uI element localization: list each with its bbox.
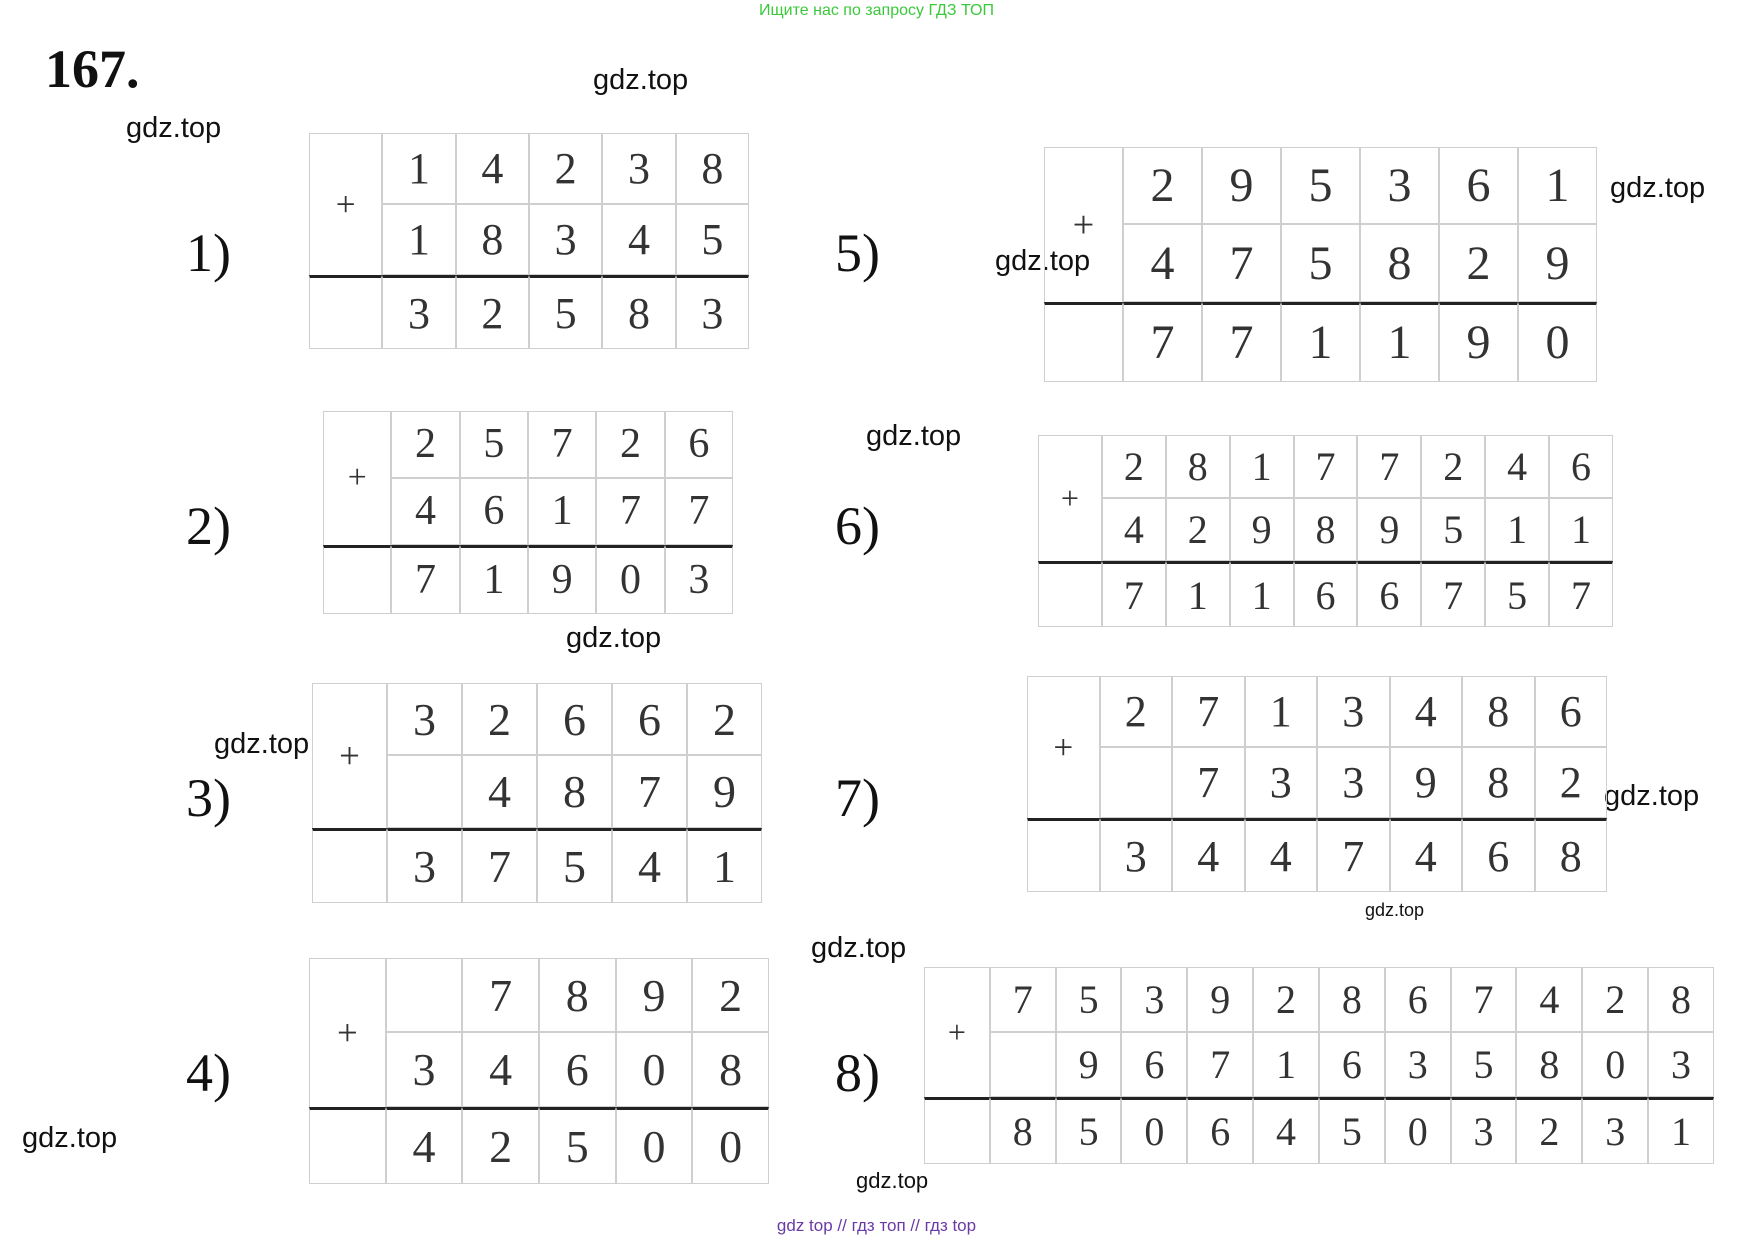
- sum-digit: 1: [460, 545, 528, 614]
- sum-digit: 2: [1516, 1097, 1582, 1164]
- sum-digit: 2: [456, 275, 529, 349]
- addend-digit: 7: [1357, 435, 1421, 498]
- sum-digit: 5: [537, 828, 612, 903]
- sum-digit: 4: [1253, 1097, 1319, 1164]
- task-number: 167.: [45, 39, 140, 99]
- addend-digit: 2: [1123, 147, 1202, 224]
- addend-digit: 6: [1549, 435, 1613, 498]
- sum-digit: 4: [1245, 818, 1318, 892]
- addend-digit: 9: [1357, 498, 1421, 561]
- plus-sign: +: [1044, 147, 1123, 302]
- addend-digit: 3: [1121, 967, 1187, 1032]
- addend-digit: 8: [1648, 967, 1714, 1032]
- addend-digit: 7: [596, 478, 664, 545]
- addend-digit: 1: [382, 204, 455, 275]
- addend-digit: 1: [382, 133, 455, 204]
- addend-digit: 9: [616, 958, 693, 1032]
- sum-digit: 3: [382, 275, 455, 349]
- addend-digit: 7: [1294, 435, 1358, 498]
- addend-digit: 2: [391, 411, 459, 478]
- sum-digit: 3: [1451, 1097, 1517, 1164]
- sum-digit: 0: [1385, 1097, 1451, 1164]
- watermark: gdz.top: [22, 1122, 118, 1154]
- watermark: gdz.top: [593, 64, 689, 96]
- addition-grid-8: [924, 967, 1714, 1164]
- addend-digit: 1: [1253, 1032, 1319, 1097]
- addend-digit: 4: [602, 204, 675, 275]
- addend-digit: 8: [1516, 1032, 1582, 1097]
- addend-digit: 7: [612, 755, 687, 827]
- sum-digit: 7: [1421, 561, 1485, 627]
- plus-sign: +: [312, 683, 387, 828]
- addend-digit: 5: [1056, 967, 1122, 1032]
- addend-digit: 1: [1485, 498, 1549, 561]
- addend-digit: 5: [460, 411, 528, 478]
- sum-digit: 5: [1485, 561, 1549, 627]
- sum-digit: 8: [602, 275, 675, 349]
- addend-digit: 3: [1317, 747, 1390, 818]
- addend-digit: 6: [460, 478, 528, 545]
- plus-sign: +: [309, 133, 382, 275]
- sum-digit: 3: [1100, 818, 1173, 892]
- addend-digit: 3: [1385, 1032, 1451, 1097]
- sum-digit: 5: [529, 275, 602, 349]
- sum-digit: 5: [1319, 1097, 1385, 1164]
- addend-digit: 2: [1439, 224, 1518, 301]
- addend-digit: 5: [1421, 498, 1485, 561]
- sum-digit: 9: [1439, 302, 1518, 382]
- addend-digit: [387, 755, 462, 827]
- addend-digit: 8: [539, 958, 616, 1032]
- empty-cell: [1038, 561, 1102, 627]
- addend-digit: 3: [1245, 747, 1318, 818]
- watermark: gdz.top: [856, 1168, 929, 1193]
- addend-digit: 4: [1516, 967, 1582, 1032]
- addend-digit: 5: [1281, 147, 1360, 224]
- watermark: gdz.top: [566, 622, 662, 654]
- addend-digit: 8: [537, 755, 612, 827]
- addend-digit: 8: [1294, 498, 1358, 561]
- problem-label-4: 4): [186, 1043, 231, 1103]
- watermark: gdz.top: [214, 728, 310, 760]
- addend-digit: 4: [1123, 224, 1202, 301]
- sum-digit: 4: [1172, 818, 1245, 892]
- watermark: gdz.top: [1610, 172, 1706, 204]
- sum-digit: 7: [1317, 818, 1390, 892]
- addend-digit: 4: [1485, 435, 1549, 498]
- sum-digit: 4: [386, 1107, 463, 1184]
- sum-digit: 1: [687, 828, 762, 903]
- sum-digit: 0: [616, 1107, 693, 1184]
- plus-sign: +: [309, 958, 386, 1107]
- sum-digit: 9: [528, 545, 596, 614]
- addend-digit: 8: [1319, 967, 1385, 1032]
- problem-label-2: 2): [186, 496, 231, 556]
- addend-digit: 7: [528, 411, 596, 478]
- addend-digit: [1100, 747, 1173, 818]
- addend-digit: [990, 1032, 1056, 1097]
- addend-digit: 0: [616, 1032, 693, 1106]
- empty-cell: [309, 275, 382, 349]
- addend-digit: 2: [692, 958, 769, 1032]
- addend-digit: 7: [1202, 224, 1281, 301]
- addend-digit: 4: [1390, 676, 1463, 747]
- addend-digit: 9: [687, 755, 762, 827]
- addition-grid-6: [1038, 435, 1613, 627]
- sum-digit: 3: [387, 828, 462, 903]
- sum-digit: 7: [462, 828, 537, 903]
- addend-digit: 1: [1549, 498, 1613, 561]
- addend-digit: 8: [1462, 747, 1535, 818]
- addend-digit: 2: [687, 683, 762, 755]
- sum-digit: 0: [1518, 302, 1597, 382]
- sum-digit: 3: [1582, 1097, 1648, 1164]
- addend-digit: 3: [1360, 147, 1439, 224]
- empty-cell: [309, 1107, 386, 1184]
- addition-grid-4: [309, 958, 769, 1184]
- sum-digit: 8: [1535, 818, 1608, 892]
- addend-digit: 1: [1230, 435, 1294, 498]
- addend-digit: 7: [1451, 967, 1517, 1032]
- problem-label-1: 1): [186, 223, 231, 283]
- addend-digit: 0: [1582, 1032, 1648, 1097]
- addend-digit: [386, 958, 463, 1032]
- addend-digit: 4: [456, 133, 529, 204]
- sum-digit: 1: [1281, 302, 1360, 382]
- addend-digit: 4: [462, 755, 537, 827]
- sum-digit: 1: [1360, 302, 1439, 382]
- addend-digit: 8: [1462, 676, 1535, 747]
- plus-sign: +: [924, 967, 990, 1097]
- sum-digit: 7: [1549, 561, 1613, 627]
- addend-digit: 2: [596, 411, 664, 478]
- addend-digit: 2: [462, 683, 537, 755]
- addition-grid-5: [1044, 147, 1597, 382]
- sum-digit: 0: [596, 545, 664, 614]
- plus-sign: +: [1027, 676, 1100, 818]
- addend-digit: 3: [602, 133, 675, 204]
- addend-digit: 1: [1518, 147, 1597, 224]
- addend-digit: 4: [391, 478, 459, 545]
- empty-cell: [323, 545, 391, 614]
- addition-grid-7: [1027, 676, 1607, 892]
- sum-digit: 3: [676, 275, 749, 349]
- addend-digit: 8: [456, 204, 529, 275]
- addend-digit: 7: [1187, 1032, 1253, 1097]
- addend-digit: 9: [1187, 967, 1253, 1032]
- addend-digit: 6: [1535, 676, 1608, 747]
- sum-digit: 8: [990, 1097, 1056, 1164]
- sum-digit: 7: [391, 545, 459, 614]
- addend-digit: 2: [529, 133, 602, 204]
- problem-label-6: 6): [835, 496, 880, 556]
- addend-digit: 8: [1166, 435, 1230, 498]
- addend-digit: 2: [1535, 747, 1608, 818]
- addend-digit: 8: [1360, 224, 1439, 301]
- sum-digit: 1: [1230, 561, 1294, 627]
- addend-digit: 9: [1202, 147, 1281, 224]
- addend-digit: 1: [1245, 676, 1318, 747]
- addend-digit: 6: [1121, 1032, 1187, 1097]
- plus-sign: +: [1038, 435, 1102, 561]
- addition-grid-2: [323, 411, 733, 614]
- watermark: gdz.top: [1365, 900, 1425, 920]
- addend-digit: 8: [692, 1032, 769, 1106]
- sum-digit: 6: [1357, 561, 1421, 627]
- addend-digit: 9: [1056, 1032, 1122, 1097]
- sum-digit: 0: [1121, 1097, 1187, 1164]
- bottom-credit: gdz top // гдз топ // гдз top: [776, 1216, 977, 1235]
- addend-digit: 8: [676, 133, 749, 204]
- sum-digit: 6: [1187, 1097, 1253, 1164]
- addend-digit: 5: [676, 204, 749, 275]
- addend-digit: 3: [387, 683, 462, 755]
- addend-digit: 6: [1385, 967, 1451, 1032]
- addend-digit: 7: [1172, 747, 1245, 818]
- addend-digit: 2: [1102, 435, 1166, 498]
- addend-digit: 6: [539, 1032, 616, 1106]
- addend-digit: 6: [537, 683, 612, 755]
- problem-label-3: 3): [186, 768, 231, 828]
- watermark: gdz.top: [126, 112, 222, 144]
- watermark: gdz.top: [866, 420, 962, 452]
- plus-sign: +: [323, 411, 391, 545]
- problem-label-7: 7): [835, 768, 880, 828]
- addend-digit: 6: [1319, 1032, 1385, 1097]
- sum-digit: 0: [692, 1107, 769, 1184]
- watermark: gdz.top: [811, 932, 907, 964]
- addend-digit: 5: [1451, 1032, 1517, 1097]
- addend-digit: 3: [529, 204, 602, 275]
- sum-digit: 3: [665, 545, 733, 614]
- addend-digit: 9: [1230, 498, 1294, 561]
- addend-digit: 6: [612, 683, 687, 755]
- sum-digit: 6: [1294, 561, 1358, 627]
- addend-digit: 2: [1421, 435, 1485, 498]
- addend-digit: 6: [665, 411, 733, 478]
- empty-cell: [1044, 302, 1123, 382]
- addend-digit: 2: [1166, 498, 1230, 561]
- sum-digit: 4: [612, 828, 687, 903]
- addend-digit: 4: [462, 1032, 539, 1106]
- sum-digit: 5: [539, 1107, 616, 1184]
- addend-digit: 7: [1172, 676, 1245, 747]
- sum-digit: 6: [1462, 818, 1535, 892]
- top-banner: Ищите нас по запросу ГДЗ ТОП: [759, 2, 994, 19]
- addend-digit: 9: [1518, 224, 1597, 301]
- addend-digit: 3: [386, 1032, 463, 1106]
- addend-digit: 4: [1102, 498, 1166, 561]
- empty-cell: [924, 1097, 990, 1164]
- sum-digit: 1: [1166, 561, 1230, 627]
- addend-digit: 1: [528, 478, 596, 545]
- addition-grid-3: [312, 683, 762, 903]
- sum-digit: 5: [1056, 1097, 1122, 1164]
- addend-digit: 6: [1439, 147, 1518, 224]
- sum-digit: 2: [462, 1107, 539, 1184]
- addend-digit: 2: [1582, 967, 1648, 1032]
- empty-cell: [312, 828, 387, 903]
- sum-digit: 7: [1123, 302, 1202, 382]
- addend-digit: 3: [1648, 1032, 1714, 1097]
- addend-digit: 7: [665, 478, 733, 545]
- sum-digit: 1: [1648, 1097, 1714, 1164]
- addend-digit: 9: [1390, 747, 1463, 818]
- addend-digit: 5: [1281, 224, 1360, 301]
- empty-cell: [1027, 818, 1100, 892]
- addend-digit: 3: [1317, 676, 1390, 747]
- sum-digit: 4: [1390, 818, 1463, 892]
- sum-digit: 7: [1102, 561, 1166, 627]
- problem-label-5: 5): [835, 223, 880, 283]
- addend-digit: 7: [462, 958, 539, 1032]
- addend-digit: 2: [1100, 676, 1173, 747]
- problem-label-8: 8): [835, 1043, 880, 1103]
- sum-digit: 7: [1202, 302, 1281, 382]
- addend-digit: 7: [990, 967, 1056, 1032]
- addition-grid-1: [309, 133, 749, 349]
- watermark: gdz.top: [1604, 780, 1700, 812]
- watermark: gdz.top: [995, 245, 1091, 277]
- addend-digit: 2: [1253, 967, 1319, 1032]
